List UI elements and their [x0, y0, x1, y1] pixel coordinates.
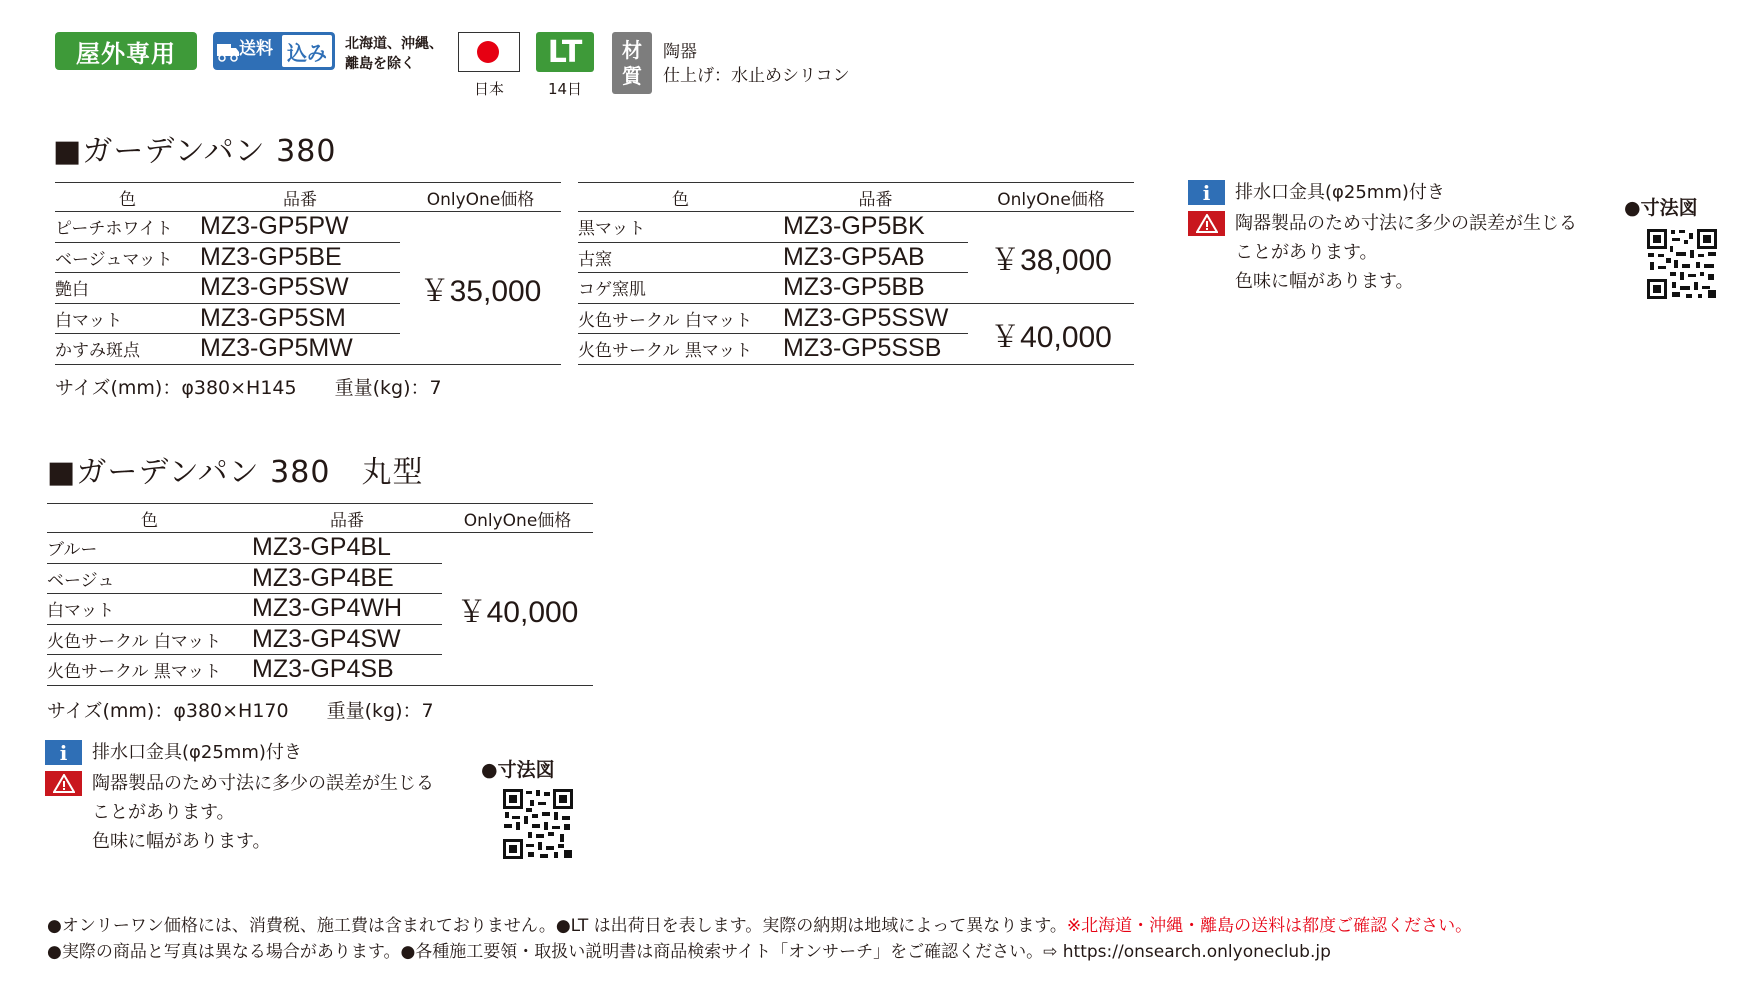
shipping-note-line2: 離島を除く: [345, 56, 415, 72]
row-color: かすみ斑点: [55, 334, 200, 365]
truck-icon: [216, 40, 240, 64]
qr-code-icon[interactable]: [502, 788, 574, 860]
footer-line1-main: ●オンリーワン価格には、消費税、施工費は含まれておりません。●LT は出荷日を表します。実際の納期は地域によって異なります。: [47, 916, 1067, 936]
row-color: 白マット: [47, 594, 252, 625]
note-warn: [1235, 209, 1577, 296]
material-badge-bottom: 質: [622, 64, 642, 88]
warning-icon: [45, 771, 82, 796]
row-color: 火色サークル 白マット: [47, 624, 252, 655]
material-badge: [612, 32, 652, 94]
material-description: [663, 40, 850, 88]
shipping-note: [345, 34, 443, 74]
note-warn: [92, 769, 434, 856]
info-icon: i: [45, 740, 82, 765]
weight-spec: 重量(kg)：7: [334, 377, 442, 399]
material-line1: 陶器: [663, 42, 697, 62]
row-code: MZ3-GP5SSW: [783, 303, 968, 334]
section1-spec: [55, 373, 442, 400]
row-code: MZ3-GP4WH: [252, 594, 442, 625]
shipping-note-line1: 北海道、沖縄、: [345, 36, 443, 52]
section2-notes: [45, 740, 465, 856]
table-row: [55, 212, 561, 243]
row-color: コゲ窯肌: [578, 273, 783, 304]
note-warn-line2: ことがあります。: [92, 802, 235, 823]
row-color: 古窯: [578, 242, 783, 273]
row-color: ベージュ: [47, 563, 252, 594]
outdoor-only-badge: 屋外専用: [55, 32, 197, 70]
note-info: 排水口金具(φ25mm)付き: [92, 742, 302, 763]
section2-dimension-label: ●寸法図: [481, 759, 555, 781]
section1-right-table: [578, 182, 1134, 365]
qr-code-icon[interactable]: [1646, 228, 1718, 300]
table-row: [578, 212, 1134, 243]
col-header-color: 色: [55, 183, 200, 212]
size-spec: サイズ(mm)：φ380×H145: [55, 377, 297, 399]
warning-icon: [1188, 211, 1225, 236]
col-header-code: 品番: [200, 183, 400, 212]
row-code: MZ3-GP5SSB: [783, 334, 968, 365]
row-code: MZ3-GP5PW: [200, 212, 400, 243]
row-code: MZ3-GP5MW: [200, 334, 400, 365]
origin-label: 日本: [473, 80, 504, 98]
note-warn-line3: 色味に幅があります。: [92, 831, 271, 852]
lead-time-badge: LT: [536, 32, 594, 72]
col-header-color: 色: [578, 183, 783, 212]
row-code: MZ3-GP4SW: [252, 624, 442, 655]
section1-notes: [1188, 180, 1588, 296]
row-color: 火色サークル 黒マット: [578, 334, 783, 365]
table-row: [578, 303, 1134, 334]
row-price: ￥40,000: [968, 303, 1134, 364]
material-badge-top: 材: [622, 38, 642, 62]
row-price: ￥35,000: [400, 212, 561, 365]
info-icon: i: [1188, 180, 1225, 205]
col-header-code: 品番: [783, 183, 968, 212]
material-line2: 仕上げ：水止めシリコン: [663, 66, 850, 86]
row-code: MZ3-GP5SW: [200, 273, 400, 304]
note-warn-line2: ことがあります。: [1235, 242, 1378, 263]
col-header-price: OnlyOne価格: [442, 504, 593, 533]
row-code: MZ3-GP4BE: [252, 563, 442, 594]
footer-line1-red: ※北海道・沖縄・離島の送料は都度ご確認ください。: [1066, 916, 1473, 936]
row-code: MZ3-GP4SB: [252, 655, 442, 686]
table-row: [47, 533, 593, 564]
row-code: MZ3-GP5BE: [200, 242, 400, 273]
japan-flag-icon: [458, 32, 520, 72]
footer-line1: [47, 911, 1472, 936]
lead-time-value: 14日: [547, 80, 583, 98]
row-color: 白マット: [55, 303, 200, 334]
col-header-color: 色: [47, 504, 252, 533]
section1-left-table: [55, 182, 561, 365]
section2-spec: [47, 696, 434, 723]
footer-line2: ●実際の商品と写真は異なる場合があります。●各種施工要領・取扱い説明書は商品検索サイト「オンサーチ」をご確認ください。⇨ https://onsearch.onlyoneclub.jp: [47, 942, 1331, 962]
row-color: 火色サークル 白マット: [578, 303, 783, 334]
col-header-price: OnlyOne価格: [968, 183, 1134, 212]
note-warn-line1: 陶器製品のため寸法に多少の誤差が生じる: [92, 773, 434, 794]
note-warn-line1: 陶器製品のため寸法に多少の誤差が生じる: [1235, 213, 1577, 234]
row-color: ブルー: [47, 533, 252, 564]
row-code: MZ3-GP4BL: [252, 533, 442, 564]
row-code: MZ3-GP5BB: [783, 273, 968, 304]
col-header-price: OnlyOne価格: [400, 183, 561, 212]
section1-title: ■ガーデンパン 380: [53, 134, 337, 169]
row-code: MZ3-GP5BK: [783, 212, 968, 243]
shipping-badge-left: 送料: [239, 39, 273, 59]
shipping-included-badge: [213, 32, 335, 70]
row-color: 火色サークル 黒マット: [47, 655, 252, 686]
note-info: 排水口金具(φ25mm)付き: [1235, 182, 1445, 203]
shipping-badge-right: 込み: [282, 35, 332, 67]
row-color: 黒マット: [578, 212, 783, 243]
weight-spec: 重量(kg)：7: [326, 700, 434, 722]
col-header-code: 品番: [252, 504, 442, 533]
row-color: ピーチホワイト: [55, 212, 200, 243]
row-code: MZ3-GP5SM: [200, 303, 400, 334]
size-spec: サイズ(mm)：φ380×H170: [47, 700, 289, 722]
section2-table: [47, 503, 593, 686]
row-price: ￥38,000: [968, 212, 1134, 304]
row-price: ￥40,000: [442, 533, 593, 686]
row-color: 艶白: [55, 273, 200, 304]
row-code: MZ3-GP5AB: [783, 242, 968, 273]
row-color: ベージュマット: [55, 242, 200, 273]
section1-dimension-label: ●寸法図: [1624, 197, 1698, 219]
note-warn-line3: 色味に幅があります。: [1235, 271, 1414, 292]
section2-title: ■ガーデンパン 380 丸型: [47, 455, 424, 490]
